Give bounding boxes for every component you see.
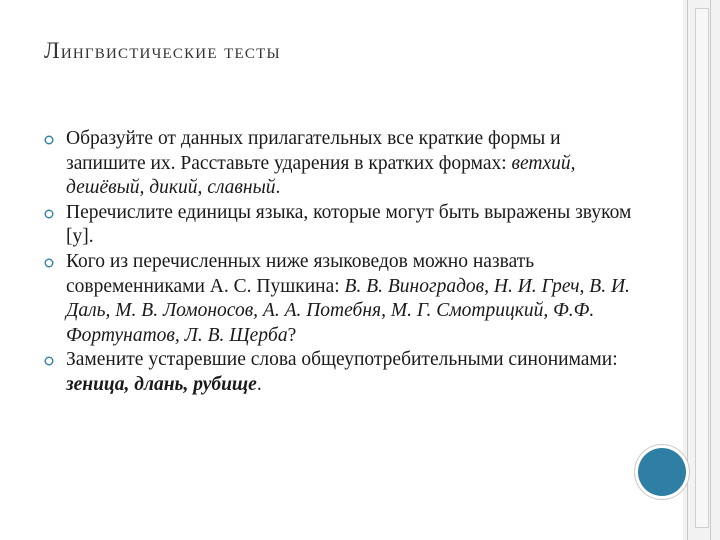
decorative-frame-line: [710, 0, 711, 540]
circle-outline-bullet-icon: [44, 209, 54, 219]
title-initial: Л: [44, 38, 61, 63]
item-text-segment: зеница, длань, рубище: [66, 373, 257, 395]
item-text-segment: Замените устаревшие слова общеупотребительными синонимами:: [66, 349, 618, 371]
circle-outline-bullet-icon: [44, 135, 54, 145]
list-item: [44, 348, 644, 397]
item-text-segment: ?: [287, 324, 297, 346]
slide-title: [44, 38, 281, 64]
circle-outline-bullet-icon: [44, 258, 54, 268]
item-text-segment: Перечислите единицы языка, которые могут быть выражены звуком [у].: [66, 201, 632, 248]
list-item: [44, 201, 644, 250]
decorative-frame-line: [687, 0, 688, 540]
list-item: [44, 127, 644, 201]
circle-outline-bullet-icon: [44, 356, 54, 366]
item-text-segment: Образуйте от данных прилагательных все краткие формы и запишите их. Расставьте ударения в кратких формах:: [66, 128, 561, 174]
item-text-segment: ветхий, дешёвый, дикий, славный: [66, 152, 576, 199]
bullet-list: [44, 127, 644, 398]
item-text-segment: В. В. Виноградов, Н. И. Греч, В. И. Даль, М. В. Ломоносов, А. А. Потебня, М. Г. Смотрицкий, Ф.Ф. Фортунатов, Л. В. Щерба: [66, 275, 630, 346]
title-rest: ингвистические тесты: [60, 39, 281, 63]
item-text-segment: .: [275, 177, 281, 199]
decorative-frame-box: [695, 8, 709, 528]
list-item: [44, 250, 644, 348]
item-text-segment: .: [256, 373, 262, 395]
decorative-circle: [638, 448, 686, 496]
item-text-segment: Кого из перечисленных ниже языковедов можно назвать современниками А. С. Пушкина:: [66, 250, 535, 297]
